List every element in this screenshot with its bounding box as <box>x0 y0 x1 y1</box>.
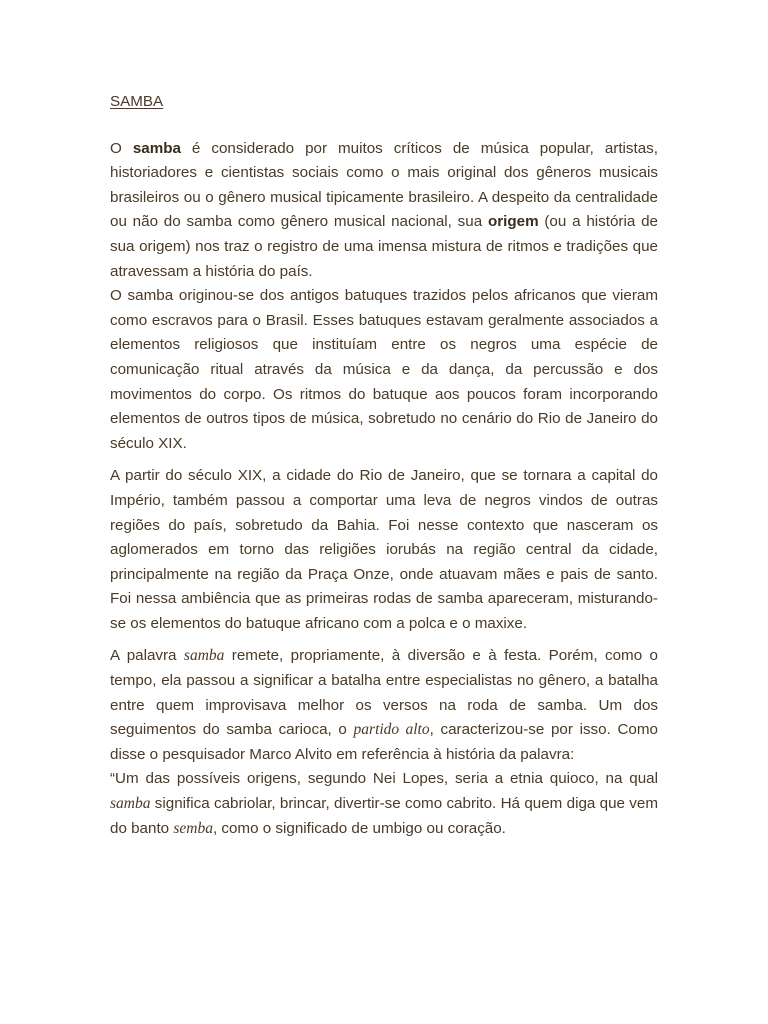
paragraph-4-italic-samba: samba <box>183 647 225 665</box>
paragraph-4-text-c: remete, propriamente, à diversão e à festa. Porém, como o tempo, ela passou a significar a batalha entre especialistas no gênero, a batalha entre quem improvisava melhor os versos na roda de samba. Um dos seguimentos do samba carioca, o <box>110 647 658 739</box>
document-title: SAMBA <box>110 93 164 110</box>
paragraph-1 <box>110 137 658 285</box>
paragraph-4-text-e: , caracterizou-se por isso. Como disse o pesquisador Marco Alvito em referência à história da palavra: <box>110 721 658 763</box>
paragraph-1-bold-samba: samba <box>132 139 181 157</box>
paragraph-5-text-c: significa cabriolar, brincar, divertir-se como cabrito. Há quem diga que vem do banto <box>110 795 658 837</box>
paragraph-1-text-e: (ou a história de sua origem) nos traz o registro de uma imensa mistura de ritmos e tradições que atravessam a história do país. <box>110 213 658 280</box>
document-body <box>110 90 658 841</box>
paragraph-1-text-a: O <box>110 139 133 157</box>
paragraph-5-text-a: “Um das possíveis origens, segundo Nei Lopes, seria a etnia quioco, na qual <box>110 770 658 788</box>
paragraph-5-italic-samba: samba <box>110 795 151 813</box>
paragraph-4-text-a: A palavra <box>110 647 184 665</box>
paragraph-5-italic-semba: semba <box>173 819 213 837</box>
paragraph-2: O samba originou-se dos antigos batuques trazidos pelos africanos que vieram como escravos para o Brasil. Esses batuques estavam geralmente associados a elementos religiosos que instituíam entre os negros uma espécie de comunicação ritual através da música e da dança, da percussão e dos movimentos do corpo. Os ritmos do batuque aos poucos foram incorporando elementos de outros tipos de música, sobretudo no cenário do Rio de Janeiro do século XIX. <box>110 287 658 452</box>
paragraph-4-italic-partido-alto: partido alto <box>353 721 430 739</box>
paragraph-3: A partir do século XIX, a cidade do Rio de Janeiro, que se tornara a capital do Império, também passou a comportar uma leva de negros vindos de outras regiões do país, sobretudo da Bahia. Foi nesse contexto que nasceram os aglomerados em torno das religiões iorubás na região central da cidade, principalmente na região da Praça Onze, onde atuavam mães e pais de santo. Foi nessa ambiência que as primeiras rodas de samba apareceram, misturando-se os elementos do batuque africano com a polca e o maxixe. <box>110 467 658 632</box>
paragraph-1-text-c: é considerado por muitos críticos de música popular, artistas, historiadores e cientistas sociais como o mais original dos gêneros musicais brasileiros ou o gênero musical tipicamente brasileiro. A despeito da centralidade ou não do samba como gênero musical nacional, sua <box>110 139 658 231</box>
paragraph-5-text-e: , como o significado de umbigo ou coração. <box>212 819 506 837</box>
paragraph-4 <box>110 644 658 767</box>
paragraph-5 <box>110 767 658 841</box>
paragraph-1-bold-origem: origem <box>487 213 539 231</box>
